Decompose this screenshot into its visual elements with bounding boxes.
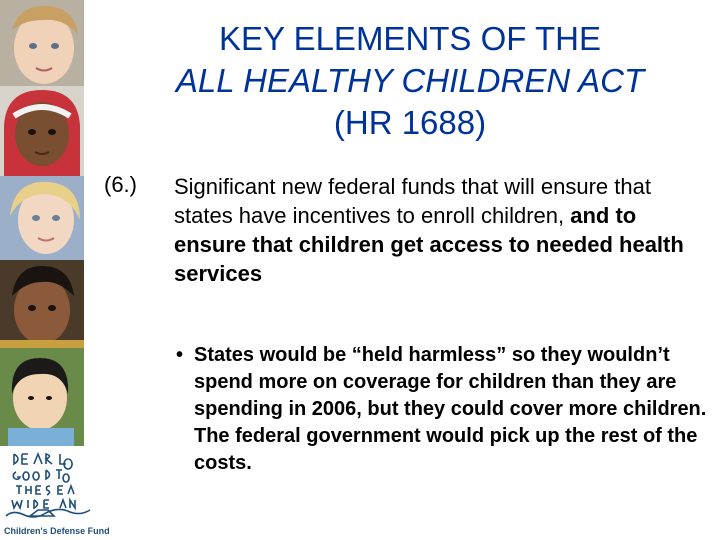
child-photo-5 — [0, 348, 84, 446]
child-photo-3 — [0, 176, 84, 260]
item-text — [174, 172, 694, 288]
item-number: (6.) — [104, 172, 137, 197]
item-text-regular: Significant new federal funds that will ensure that states have incentives to enroll children, — [174, 174, 651, 228]
slide-title — [100, 18, 720, 144]
title-line-1: KEY ELEMENTS OF THE — [218, 20, 602, 57]
child-photo-1 — [0, 0, 84, 86]
title-line-3: (HR 1688) — [333, 104, 487, 141]
child-photo-4 — [0, 260, 84, 348]
bullet-point — [176, 342, 720, 477]
child-photo-2 — [0, 86, 84, 176]
bullet-marker: • — [176, 344, 184, 366]
bullet-text: States would be “held harmless” so they wouldn’t spend more on coverage for children than they are spending in 2006, but they could cover more children. The federal government would pick up the rest of the costs. — [194, 344, 707, 474]
title-line-2: ALL HEALTHY CHILDREN ACT — [175, 62, 645, 99]
photo-sidebar — [0, 0, 110, 540]
item-text-bold: and to ensure that children get access to needed health services — [174, 203, 684, 286]
logo-caption: Children's Defense Fund — [4, 526, 110, 536]
